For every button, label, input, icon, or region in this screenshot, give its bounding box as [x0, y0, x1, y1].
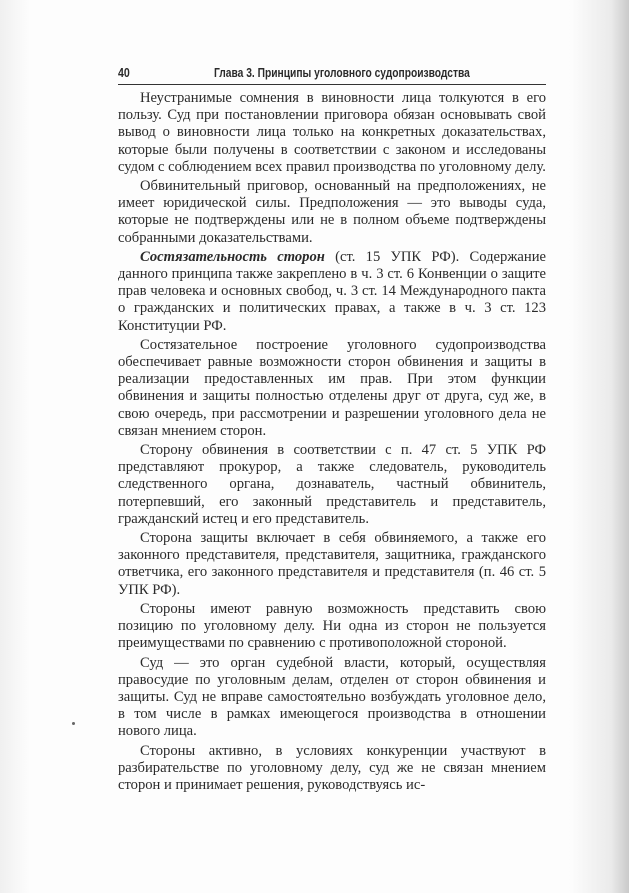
paragraph-text: Стороны имеют равную возможность представить свою позицию по уголовному делу. Ни одна из сторон не пользуется преимуществами по сравнению с противоположной стороной. — [118, 600, 546, 652]
paragraph — [118, 249, 546, 335]
body-text — [118, 90, 546, 794]
page-left-shadow — [0, 0, 30, 893]
paragraph — [118, 743, 546, 795]
principle-term: Состязательность сторон — [140, 248, 325, 265]
paragraph-text: Обвинительный приговор, основанный на предположениях, не имеет юридической силы. Предположения — это выводы суда, которые не подтверждены или не в полном объеме подтверждены собранными доказательствами. — [118, 178, 546, 246]
paragraph — [118, 178, 546, 247]
paragraph-text: Неустранимые сомнения в виновности лица толкуются в его пользу. Суд при постановлении приговора обязан основывать свой вывод о виновности лица только на конкретных доказательствах, которые были получены в соответствии с законом и исследованы судом с соблюдением всех правил производства по уголовному делу. — [118, 90, 546, 175]
paragraph — [118, 337, 546, 440]
paragraph-text: Суд — это орган судебной власти, который, осуществляя правосудие по уголовным делам, отделен от сторон обвинения и защиты. Суд не вправе самостоятельно возбуждать уголовное дело, в том числе в рамках имеющегося производства в отношении нового лица. — [118, 654, 546, 740]
paragraph-text: Стороны активно, в условиях конкуренции участвуют в разбирательстве по уголовному делу, суд же не связан мнением сторон и принимает решения, руководствуясь ис- — [118, 742, 546, 793]
paragraph-text: Сторона защиты включает в себя обвиняемого, а также его законного представителя, представителя, защитника, гражданского ответчика, его законного представителя и представителя (п. 46 ст. 5 УПК РФ). — [118, 530, 546, 598]
scan-speck — [72, 722, 75, 725]
chapter-title: Глава 3. Принципы уголовного судопроизводства — [214, 66, 470, 80]
paragraph — [118, 90, 546, 176]
page-number: 40 — [118, 66, 130, 80]
paragraph — [118, 601, 546, 653]
paragraph-text: (ст. 15 УПК РФ). Содержание данного принципа также закреплено в ч. 3 ст. 6 Конвенции о защите прав человека и основных свобод, ч. 3 ст. 14 Международного пакта о гражданских и политических правах, а также в ч. 3 ст. 123 Конституции РФ. — [118, 248, 546, 334]
paragraph-text: Состязательное построение уголовного судопроизводства обеспечивает равные возможности сторон обвинения и защиты в реализации предоставленных им прав. При этом функции обвинения и защиты полностью отделены друг от друга, суд же, в свою очередь, при рассмотрении и разрешении уголовного дела не связан мнением сторон. — [118, 336, 546, 439]
paragraph — [118, 530, 546, 599]
paragraph — [118, 442, 546, 528]
paragraph — [118, 655, 546, 741]
running-header — [118, 62, 546, 85]
paragraph-text: Сторону обвинения в соответствии с п. 47 ст. 5 УПК РФ представляют прокурор, а также следователь, руководитель следственного органа, дознаватель, частный обвинитель, потерпевший, его законный представитель и представитель, гражданский истец и его представитель. — [118, 442, 546, 527]
page-right-shadow — [569, 0, 629, 893]
